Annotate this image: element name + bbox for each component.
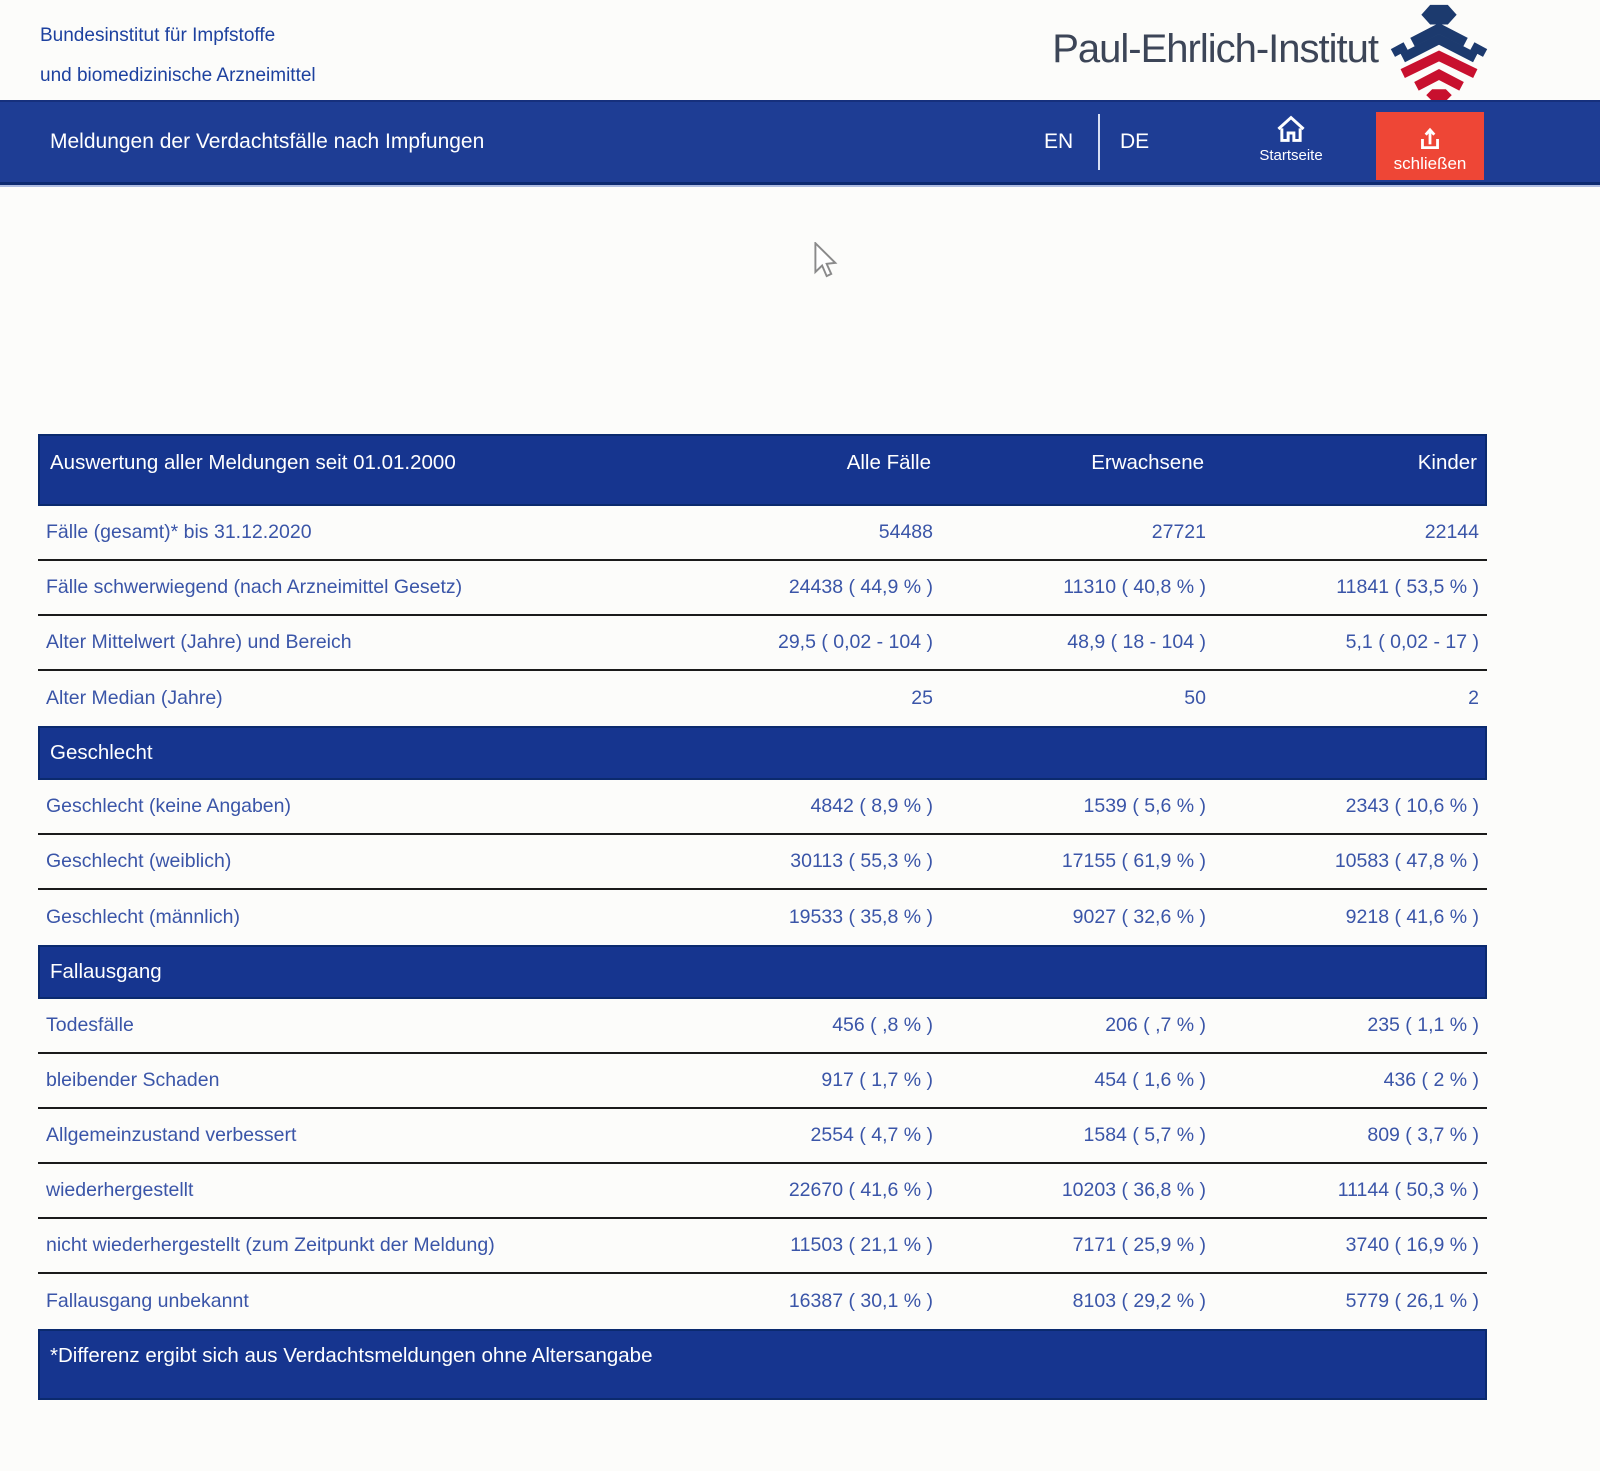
row-label: Fallausgang unbekannt xyxy=(46,1290,249,1312)
table-row xyxy=(38,999,1487,1054)
row-value: 11503 ( 21,1 % ) xyxy=(790,1234,933,1256)
row-value: 30113 ( 55,3 % ) xyxy=(790,850,933,872)
row-value: 2343 ( 10,6 % ) xyxy=(1345,795,1479,817)
home-label: Startseite xyxy=(1259,147,1323,164)
table-row xyxy=(38,671,1487,726)
row-label: Todesfälle xyxy=(46,1014,134,1036)
row-label: Geschlecht (männlich) xyxy=(46,906,240,928)
table-row xyxy=(38,1054,1487,1109)
row-value: 4842 ( 8,9 % ) xyxy=(810,795,933,817)
table-row xyxy=(38,1109,1487,1164)
table-row xyxy=(38,780,1487,835)
table-body xyxy=(38,506,1487,1329)
language-en-button[interactable]: EN xyxy=(1044,130,1074,153)
home-icon xyxy=(1275,114,1307,144)
institute-line2: und biomedizinische Arzneimittel xyxy=(40,65,316,86)
institute-name xyxy=(40,16,316,96)
home-button[interactable] xyxy=(1246,114,1336,164)
section-title: Geschlecht xyxy=(50,741,153,764)
table-row xyxy=(38,1219,1487,1274)
table-row xyxy=(38,561,1487,616)
row-value: 11144 ( 50,3 % ) xyxy=(1337,1179,1479,1201)
page-header xyxy=(0,0,1600,100)
row-value: 5779 ( 26,1 % ) xyxy=(1345,1290,1479,1312)
table-row xyxy=(38,1274,1487,1329)
row-value: 2 xyxy=(1468,687,1479,709)
row-label: Allgemeinzustand verbessert xyxy=(46,1124,297,1146)
table-footnote: *Differenz ergibt sich aus Verdachtsmeldungen ohne Altersangabe xyxy=(50,1344,653,1367)
row-label: Fälle (gesamt)* bis 31.12.2020 xyxy=(46,521,312,543)
row-label: Alter Mittelwert (Jahre) und Bereich xyxy=(46,631,352,653)
row-value: 54488 xyxy=(878,521,933,543)
row-value: 917 ( 1,7 % ) xyxy=(821,1069,933,1091)
pei-logo-text[interactable]: Paul-Ehrlich-Institut xyxy=(1052,27,1378,71)
row-value: 10203 ( 36,8 % ) xyxy=(1061,1179,1206,1201)
row-value: 1539 ( 5,6 % ) xyxy=(1083,795,1206,817)
row-value: 50 xyxy=(1184,687,1206,709)
table-header xyxy=(38,434,1487,506)
section-title: Fallausgang xyxy=(50,960,162,983)
row-value: 9027 ( 32,6 % ) xyxy=(1072,906,1206,928)
row-value: 11841 ( 53,5 % ) xyxy=(1336,576,1479,598)
row-value: 24438 ( 44,9 % ) xyxy=(788,576,933,598)
row-value: 19533 ( 35,8 % ) xyxy=(788,906,933,928)
section-band xyxy=(38,726,1487,780)
table-row xyxy=(38,835,1487,890)
row-value: 9218 ( 41,6 % ) xyxy=(1345,906,1479,928)
column-header-erwachsene: Erwachsene xyxy=(1091,451,1204,474)
table-header-title: Auswertung aller Meldungen seit 01.01.2000 xyxy=(50,451,456,474)
table-footnote-band xyxy=(38,1329,1487,1400)
row-value: 27721 xyxy=(1151,521,1206,543)
institute-line1: Bundesinstitut für Impfstoffe xyxy=(40,25,276,46)
page-title: Meldungen der Verdachtsfälle nach Impfungen xyxy=(50,130,485,153)
exit-icon xyxy=(1416,125,1444,153)
section-band xyxy=(38,945,1487,999)
column-header-alle-faelle: Alle Fälle xyxy=(846,451,931,474)
row-label: Geschlecht (weiblich) xyxy=(46,850,232,872)
row-value: 16387 ( 30,1 % ) xyxy=(788,1290,933,1312)
table-row xyxy=(38,1164,1487,1219)
row-value: 809 ( 3,7 % ) xyxy=(1367,1124,1479,1146)
row-value: 3740 ( 16,9 % ) xyxy=(1345,1234,1479,1256)
row-value: 17155 ( 61,9 % ) xyxy=(1061,850,1206,872)
row-label: Fälle schwerwiegend (nach Arzneimittel Gesetz) xyxy=(46,576,463,598)
row-value: 456 ( ,8 % ) xyxy=(832,1014,933,1036)
row-value: 22144 xyxy=(1424,521,1479,543)
row-value: 7171 ( 25,9 % ) xyxy=(1072,1234,1206,1256)
table-row xyxy=(38,616,1487,671)
table-row xyxy=(38,506,1487,561)
row-value: 22670 ( 41,6 % ) xyxy=(788,1179,933,1201)
row-value: 29,5 ( 0,02 - 104 ) xyxy=(777,631,933,653)
close-button[interactable] xyxy=(1376,112,1484,180)
pei-logo-mark[interactable] xyxy=(1388,1,1490,103)
row-value: 235 ( 1,1 % ) xyxy=(1367,1014,1479,1036)
row-label: nicht wiederhergestellt (zum Zeitpunkt der Meldung) xyxy=(46,1234,495,1256)
row-value: 436 ( 2 % ) xyxy=(1383,1069,1479,1091)
row-value: 48,9 ( 18 - 104 ) xyxy=(1067,631,1206,653)
row-value: 2554 ( 4,7 % ) xyxy=(810,1124,933,1146)
row-value: 206 ( ,7 % ) xyxy=(1105,1014,1206,1036)
row-value: 11310 ( 40,8 % ) xyxy=(1063,576,1206,598)
table-row xyxy=(38,890,1487,945)
row-label: Geschlecht (keine Angaben) xyxy=(46,795,291,817)
row-value: 1584 ( 5,7 % ) xyxy=(1083,1124,1206,1146)
row-value: 454 ( 1,6 % ) xyxy=(1094,1069,1206,1091)
navbar xyxy=(0,100,1600,182)
report-table xyxy=(38,434,1487,1400)
row-label: wiederhergestellt xyxy=(46,1179,194,1201)
row-value: 5,1 ( 0,02 - 17 ) xyxy=(1345,631,1479,653)
mouse-cursor xyxy=(812,242,838,278)
column-header-kinder: Kinder xyxy=(1417,451,1477,474)
row-value: 10583 ( 47,8 % ) xyxy=(1334,850,1479,872)
language-de-button[interactable]: DE xyxy=(1120,130,1150,153)
close-label: schließen xyxy=(1393,153,1467,173)
row-label: Alter Median (Jahre) xyxy=(46,687,223,709)
row-value: 8103 ( 29,2 % ) xyxy=(1072,1290,1206,1312)
row-value: 25 xyxy=(911,687,933,709)
row-label: bleibender Schaden xyxy=(46,1069,220,1091)
language-divider xyxy=(1098,114,1100,170)
